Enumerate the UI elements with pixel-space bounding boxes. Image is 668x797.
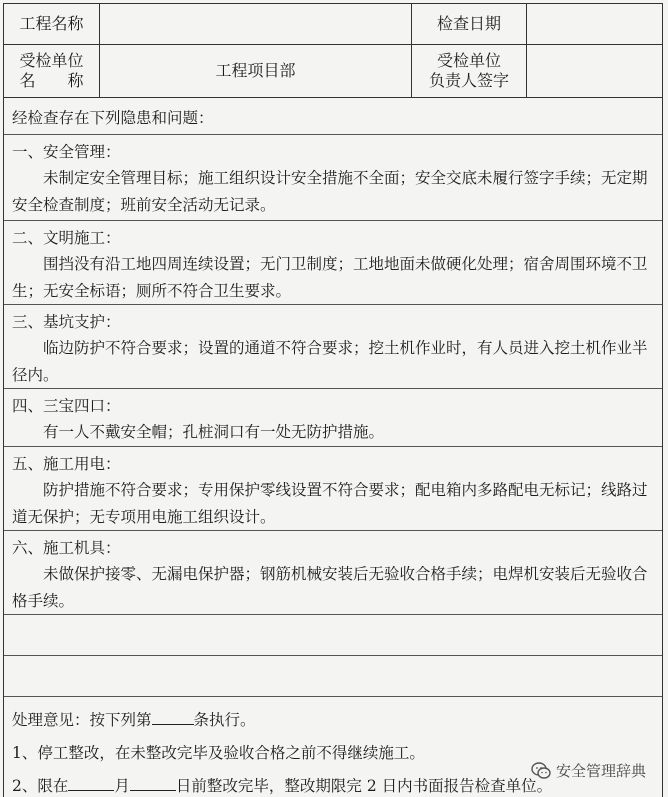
header-row-2 (4, 44, 662, 98)
disposal-opinion (12, 708, 256, 730)
check-date-value (526, 4, 662, 44)
section-title: 三、基坑支护： (12, 313, 121, 331)
section-text: 防护措施不符合要求；专用保护零线设置不符合要求；配电箱内多路配电无标记；线路过道无保护；无专项用电施工组织设计。 (12, 481, 648, 526)
inspection-form (3, 3, 663, 797)
section-text: 有一人不戴安全帽；孔桩洞口有一处无防护措施。 (43, 423, 385, 441)
responsible-sign-label-line2: 负责人签字 (428, 70, 509, 90)
section-safety-management (4, 135, 662, 221)
section-title: 四、三宝四口： (12, 397, 121, 415)
section-electricity (4, 447, 662, 531)
inspected-unit-value: 工程项目部 (99, 44, 411, 97)
section-text: 围挡没有沿工地四周连续设置；无门卫制度；工地地面未做硬化处理；宿舍周围环境不卫生；无安全标语；厕所不符合卫生要求。 (12, 255, 648, 300)
check-date-label: 检查日期 (411, 4, 526, 44)
section-text: 临边防护不符合要求；设置的通道不符合要求；挖土机作业时，有人员进入挖土机作业半径内。 (12, 339, 648, 384)
day-blank (130, 774, 176, 791)
disposal-item-1: 1、停工整改，在未整改完毕及验收合格之前不得继续施工。 (12, 744, 425, 762)
section-text: 未制定安全管理目标；施工组织设计安全措施不全面；安全交底未履行签字手续；无定期安全检查制度；班前安全活动无记录。 (12, 169, 648, 214)
disposal-item-2 (12, 774, 552, 796)
wechat-icon (531, 762, 551, 780)
section-title: 五、施工用电： (12, 455, 121, 473)
inspected-unit-label-line1: 受检单位 (19, 50, 84, 70)
inspected-unit-label (4, 44, 99, 97)
header-row-1 (4, 4, 662, 45)
inspected-unit-label-line2: 名 称 (19, 70, 84, 90)
empty-row (4, 656, 662, 697)
watermark-text: 安全管理辞典 (555, 762, 646, 780)
responsible-sign-label (411, 44, 526, 97)
section-title: 六、施工机具： (12, 539, 121, 557)
section-title: 二、文明施工： (12, 229, 121, 247)
item2-part-c: 日前整改完毕，整改期限完 2 日内书面报告检查单位。 (175, 777, 553, 795)
findings-intro-row (4, 97, 662, 135)
disposal-prefix: 处理意见：按下列第 (12, 711, 152, 729)
project-name-value (99, 4, 411, 44)
empty-row (4, 615, 662, 656)
responsible-sign-value (526, 44, 662, 97)
project-name-label: 工程名称 (19, 14, 84, 33)
item2-part-b: 月 (114, 777, 130, 795)
responsible-sign-label-line1: 受检单位 (436, 50, 501, 70)
section-text: 未做保护接零、无漏电保护器；钢筋机械安装后无验收合格手续；电焊机安装后无验收合格手续。 (12, 565, 648, 610)
section-civilized-construction (4, 221, 662, 305)
clause-number-blank (152, 708, 194, 725)
section-foundation-pit (4, 305, 662, 389)
section-three-treasures (4, 389, 662, 447)
month-blank (68, 774, 114, 791)
watermark (531, 760, 646, 781)
section-machinery (4, 531, 662, 615)
section-title: 一、安全管理： (12, 143, 121, 161)
disposal-suffix: 条执行。 (193, 711, 256, 729)
item2-part-a: 2、限在 (12, 777, 69, 795)
findings-intro: 经检查存在下列隐患和问题： (12, 109, 214, 127)
